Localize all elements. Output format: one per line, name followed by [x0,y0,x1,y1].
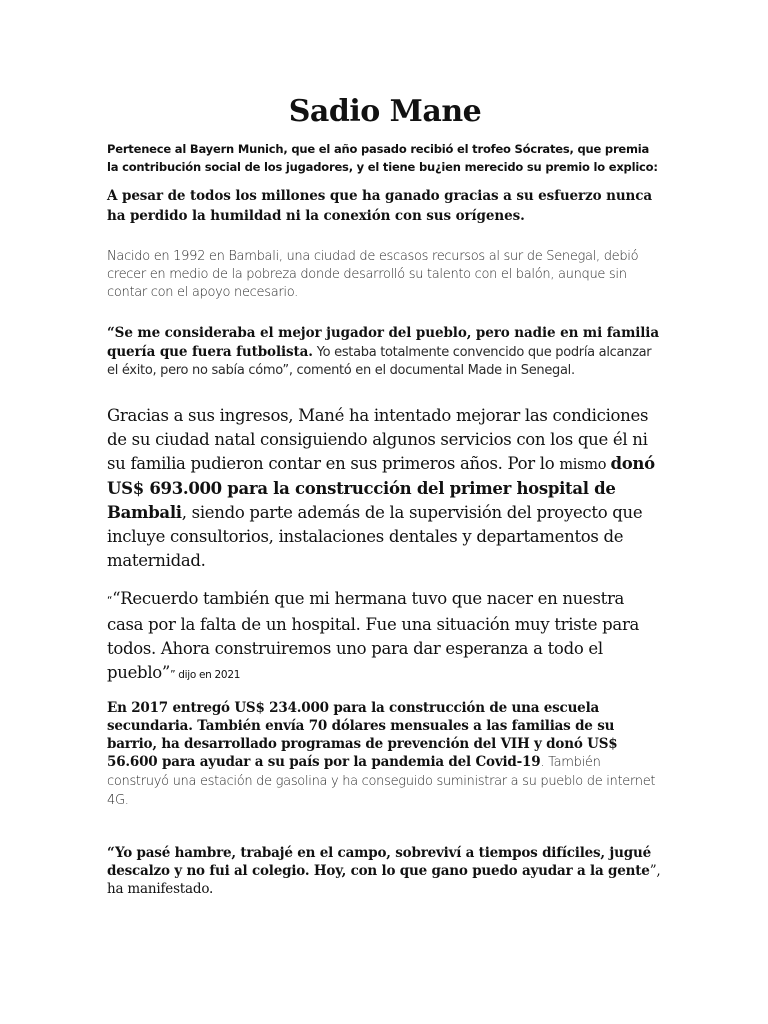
first-quote-emphasis: “Se me consideraba el mejor jugador del pueblo, pero nadie en mi familia quería que fuera futbolista. [107,325,659,360]
final-quote-attribution: ”, ha manifestado. [107,863,661,897]
sister-quote-paragraph [107,587,663,687]
birth-paragraph: Nacido en 1992 en Bambali, una ciudad de escasos recursos al sur de Senegal, debió crecer en medio de la pobreza donde desarrolló su talento con el balón, aunque sin contar con el apoyo necesario. [107,249,639,300]
intro-paragraph: Pertenece al Bayern Munich, que el año pasado recibió el trofeo Sócrates, que premia la contribución social de los jugadores, y el tiene bu¿ien merecido su premio lo explico: [107,142,658,174]
final-quote-paragraph [107,844,663,898]
income-paragraph [107,404,663,573]
sister-quote-open-mark: “ [107,595,113,607]
income-text-mismo: mismo [559,457,611,473]
document-title: Sadio Mane [288,94,482,129]
hospital-donation-emphasis: donó US$ 693.000 para la construcción del primer hospital de Bambali [107,454,655,522]
income-text-end: , siendo parte además de la supervisión del proyecto que incluye consultorios, instalaciones dentales y departamentos de maternidad. [107,503,643,570]
income-text-start: Gracias a sus ingresos, Mané ha intentado mejorar las condiciones de su ciudad natal consiguiendo algunos servicios con los que él ni su familia pudieron contar en sus primeros años. Por lo [107,406,649,473]
donations-rest: . También construyó una estación de gasolina y ha conseguido suministrar a su pueblo de internet 4G. [107,755,656,808]
sister-quote-text: “Recuerdo también que mi hermana tuvo que nacer en nuestra casa por la falta de un hospital. Fue una situación muy triste para todos. Ahora construiremos uno para dar esperanza a todo el pueblo” [107,589,640,682]
lead-paragraph: A pesar de todos los millones que ha ganado gracias a su esfuerzo nunca ha perdido la humildad ni la conexión con sus orígenes. [107,188,653,224]
donations-paragraph [107,699,663,810]
donations-emphasis: En 2017 entregó US$ 234.000 para la construcción de una escuela secundaria. También envía 70 dólares mensuales a las familias de su barrio, ha desarrollado programas de prevención del VIH y donó US$ 56.600 para ayudar a su país por la pandemia del Covid-19 [107,700,618,770]
final-quote-emphasis: “Yo pasé hambre, trabajé en el campo, sobreviví a tiempos difíciles, jugué descalzo y no fui al colegio. Hoy, con lo que gano puedo ayudar a la gente [107,845,651,879]
first-quote-rest: Yo estaba totalmente convencido que podría alcanzar el éxito, pero no sabía cómo”, comentó en el documental Made in Senegal. [107,345,652,378]
document-page [107,92,663,898]
sister-quote-attribution: ” dijo en 2021 [170,669,241,681]
first-quote-paragraph [107,324,663,380]
